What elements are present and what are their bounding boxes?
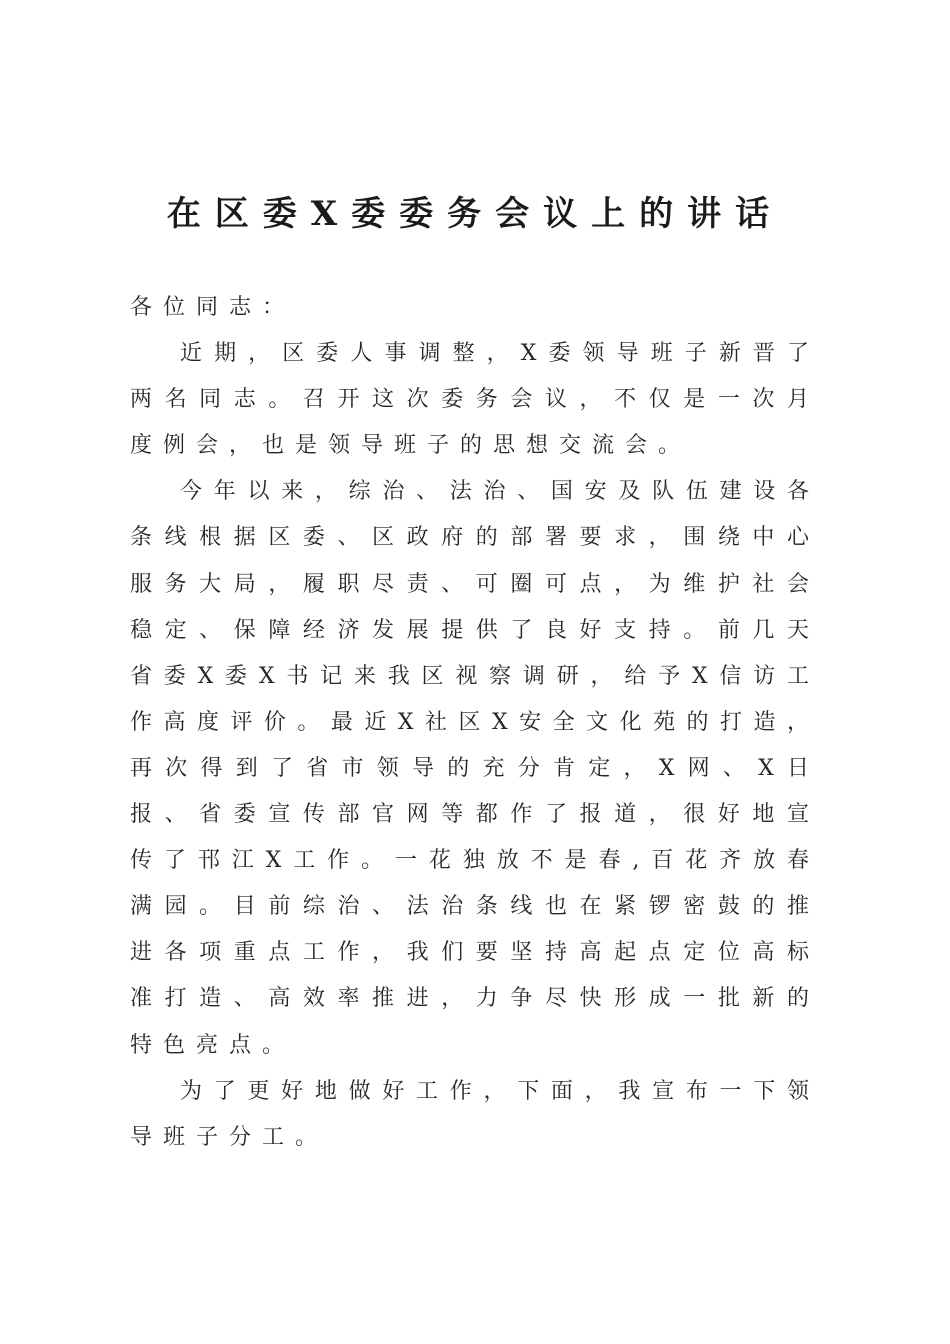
- paragraph-3: 为了更好地做好工作，下面，我宣布一下领导班子分工。: [130, 1078, 820, 1150]
- salutation: 各位同志：: [130, 295, 296, 320]
- paragraph-1: 近期，区委人事调整，X委领导班子新晋了两名同志。召开这次委务会议，不仅是一次月度例会，也是领导班子的思想交流会。: [130, 341, 820, 459]
- document-body: [130, 285, 820, 1161]
- document-title: 在区委X委委务会议上的讲话: [166, 194, 784, 234]
- paragraph-2: 今年以来，综治、法治、国安及队伍建设各条线根据区委、区政府的部署要求，围绕中心服务大局，履职尽责、可圈可点，为维护社会稳定、保障经济发展提供了良好支持。前几天省委X委X书记来我区视察调研，给予X信访工作高度评价。最近X社区X安全文化苑的打造，再次得到了省市领导的充分肯定，X网、X日报、省委宣传部官网等都作了报道，很好地宣传了邗江X工作。一花独放不是春,百花齐放春满园。目前综治、法治条线也在紧锣密鼓的推进各项重点工作，我们要坚持高起点定位高标准打造、高效率推进，力争尽快形成一批新的特色亮点。: [130, 479, 820, 1058]
